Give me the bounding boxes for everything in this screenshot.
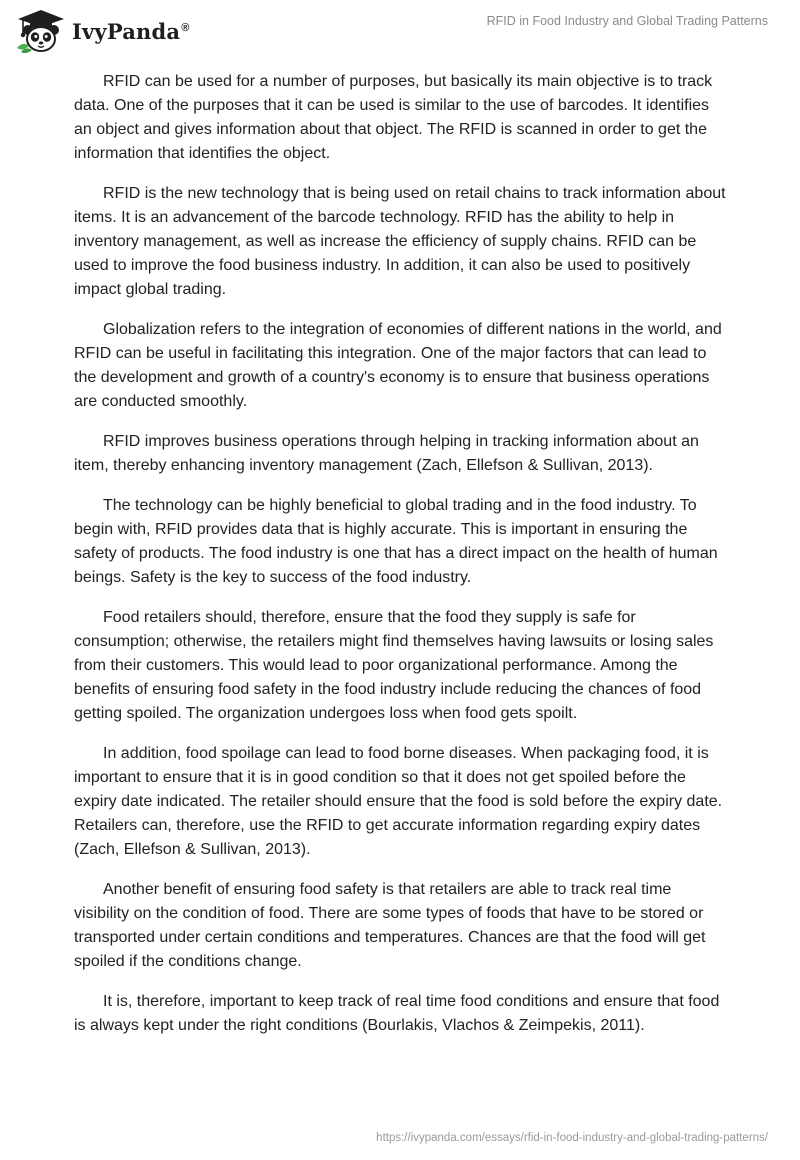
paragraph: RFID can be used for a number of purposes, but basically its main objective is to track data. One of the purposes that it can be used is similar to the use of barcodes. It identifies an object and gives information about that object. The RFID is scanned in order to get the information that identifies the object. (74, 73, 713, 162)
paragraph: RFID is the new technology that is being used on retail chains to track information about items. It is an advancement of the barcode technology. RFID has the ability to help in inventory management, as well as increase the efficiency of supply chains. RFID can be used to improve the food business industry. In addition, it can also be used to positively impact global trading. (74, 185, 726, 298)
paragraph: Globalization refers to the integration of economies of different nations in the world, and RFID can be useful in facilitating this integration. One of the major factors that can lead to the development and growth of a country's economy is to ensure that business operations are conducted smoothly. (74, 321, 722, 410)
paragraph: In addition, food spoilage can lead to food borne diseases. When packaging food, it is important to ensure that it is in good condition so that it does not get spoiled before the expiry date indicated. The retailer should ensure that the food is sold before the expiry date. Retailers can, therefore, use the RFID to get accurate information regarding expiry dates (Zach, Ellefson & Sullivan, 2013). (74, 745, 723, 858)
brand-name: IvyPanda® (72, 18, 190, 44)
paragraph: The technology can be highly beneficial to global trading and in the food industry. To begin with, RFID provides data that is highly accurate. This is important in ensuring the safety of products. The food industry is one that has a direct impact on the health of human beings. Safety is the key to success of the food industry. (74, 497, 718, 586)
document-title: RFID in Food Industry and Global Trading Patterns (486, 14, 768, 28)
paragraph: It is, therefore, important to keep track of real time food conditions and ensure that food is always kept under the right conditions (Bourlakis, Vlachos & Zeimpekis, 2011). (74, 993, 720, 1034)
paragraph: Another benefit of ensuring food safety is that retailers are able to track real time visibility on the condition of food. There are some types of foods that have to be stored or transported under certain conditions and temperatures. Chances are that the food will get spoiled if the conditions change. (74, 881, 706, 970)
ivypanda-logo[interactable] (14, 8, 190, 54)
essay-body (74, 70, 730, 1054)
source-url[interactable]: https://ivypanda.com/essays/rfid-in-food-industry-and-global-trading-patterns/ (376, 1132, 768, 1144)
panda-graduate-icon (14, 8, 68, 54)
paragraph: Food retailers should, therefore, ensure that the food they supply is safe for consumption; otherwise, the retailers might find themselves having lawsuits or losing sales from their customers. This would lead to poor organizational performance. Among the benefits of ensuring food safety in the food industry include reducing the chances of food getting spoiled. The organization undergoes loss when food gets spoilt. (74, 609, 714, 722)
paragraph: RFID improves business operations through helping in tracking information about an item, thereby enhancing inventory management (Zach, Ellefson & Sullivan, 2013). (74, 433, 699, 474)
page-header (0, 0, 800, 60)
registered-mark: ® (181, 21, 190, 34)
